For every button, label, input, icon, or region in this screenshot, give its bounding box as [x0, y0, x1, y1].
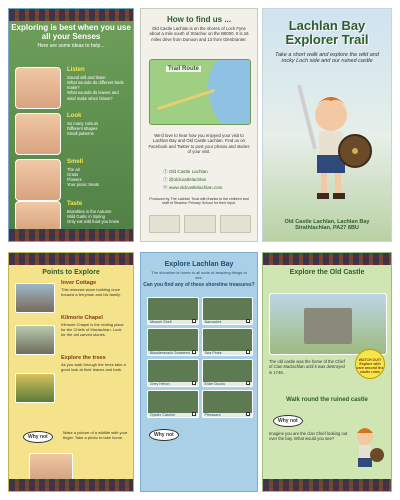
- shoreline-item[interactable]: [147, 328, 199, 356]
- tartan-band: [263, 479, 391, 491]
- cell-caption: Eider Ducks: [203, 382, 253, 386]
- nose-icon: [15, 159, 61, 201]
- cell-caption: Barnacles: [203, 320, 253, 324]
- why-not-text: Imagine you are the clan Chief looking out over the bay. What would you see?: [269, 431, 348, 442]
- cell-caption: Grey Heron: [148, 382, 198, 386]
- trail-map: [149, 59, 251, 125]
- share-text: We'd love to hear how you enjoyed your visit to Lachlan Bay and Old Castle Lachlan. Find us on Facebook and Twitter to post your photos and stories of your visit.: [148, 133, 250, 155]
- social-web[interactable]: [163, 185, 223, 191]
- facebook-icon: ⓕ: [163, 169, 169, 174]
- shoreline-item[interactable]: [202, 328, 254, 356]
- shoreline-grid: [147, 297, 253, 418]
- sense-listen: [15, 67, 127, 109]
- bay-title: Explore Lachlan Bay: [164, 261, 234, 268]
- senses-subtitle: Here are some ideas to help...: [37, 43, 105, 49]
- sense-line: The air: [67, 166, 81, 172]
- cover-tagline: Take a short walk and explore the wild and rocky Loch side and our ruined castle: [275, 51, 379, 65]
- map-label: Trail Route: [168, 66, 200, 72]
- tick-box[interactable]: [192, 319, 196, 323]
- social-facebook[interactable]: [163, 169, 208, 175]
- item-body: As you walk through the trees take a good look at their leaves and bark.: [61, 362, 126, 372]
- sense-line: Different shapes: [67, 125, 98, 131]
- castle-ruin: [304, 308, 352, 344]
- shoreline-item[interactable]: [147, 297, 199, 325]
- eye-icon: [15, 113, 61, 155]
- cell-caption: Sea Pinks: [203, 351, 253, 355]
- item-body: Kilmorie Chapel is the resting place for the Chiefs of Maclachlan. Look for the old carved stones.: [61, 322, 124, 337]
- bay-intro: The shoreline is home to all sorts of amazing things to see.: [151, 270, 247, 280]
- cell-caption: Bladderwrack Seaweed: [148, 351, 198, 355]
- mouth-icon: [15, 201, 61, 231]
- sense-line: Wild Garlic in Spring: [67, 213, 105, 219]
- shoreline-item[interactable]: [147, 359, 199, 387]
- cell-caption: Oyster Catcher: [148, 413, 198, 417]
- social-label: @oldcastlelachlan: [168, 177, 207, 182]
- sense-line: Only eat wild food you know: [67, 219, 120, 224]
- item-heading: Explore the trees: [61, 355, 106, 361]
- logo: [220, 215, 251, 233]
- directions-panel: [140, 8, 258, 242]
- explorer-boy-small: [351, 425, 385, 477]
- shoreline-item[interactable]: [202, 359, 254, 387]
- social-twitter[interactable]: [163, 177, 206, 183]
- tartan-band: [263, 253, 391, 265]
- sense-line: Grass: [67, 171, 79, 177]
- cover-address: Old Castle Lachlan, Lachlan Bay Strathlachlan, PA27 8BU: [284, 219, 370, 231]
- castle-panel: [262, 252, 392, 492]
- castle-photo: [269, 293, 387, 355]
- sense-line: What sounds do leaves and wind make when blown?: [67, 90, 119, 101]
- shoreline-item[interactable]: [147, 390, 199, 418]
- directions-title: How to find us ...: [167, 15, 231, 24]
- credits-text: Produced by The Lachlan Trust with thanks to the children and staff of Strachur Primary School for their input.: [149, 197, 249, 206]
- cover-title: Lachlan Bay Explorer Trail: [285, 18, 369, 48]
- road-line: [157, 89, 215, 110]
- sense-label: Taste: [67, 201, 83, 207]
- loch-area: [208, 59, 251, 125]
- twitter-icon: ⓣ: [163, 177, 169, 182]
- sense-line: What sounds do different birds make?: [67, 79, 124, 90]
- sense-line: Brambles in the Autumn: [67, 208, 112, 214]
- cottage-photo: [15, 283, 55, 313]
- castle-title: Explore the Old Castle: [289, 269, 365, 276]
- sense-label: Look: [67, 113, 82, 119]
- sense-line: Sound still and listen: [67, 74, 106, 80]
- shoreline-item[interactable]: [202, 297, 254, 325]
- why-not-bubble: Why not: [273, 415, 303, 427]
- cell-caption: Mussel Shell: [148, 320, 198, 324]
- castle-intro: The old castle was the home of the Chief of Clan Maclachlan until it was destroyed in 1746.: [269, 359, 345, 375]
- why-not-bubble: Why not: [23, 431, 53, 443]
- warning-seal: WATCH OUT! Explore with care around the castle ruins: [355, 349, 385, 379]
- sense-line: Small patterns: [67, 131, 94, 136]
- why-not-bubble: Why not: [149, 429, 179, 441]
- bay-panel: [140, 252, 258, 492]
- sense-label: Smell: [67, 159, 84, 165]
- tartan-band: [9, 479, 133, 491]
- explorer-boy-illustration: [285, 79, 375, 209]
- sense-line: Flowers: [67, 177, 82, 182]
- item-body: This restored stone building once housed a ferryman and his family.: [61, 287, 121, 297]
- sponsor-logos: [149, 215, 251, 233]
- bay-prompt: Can you find any of these shoreline treasures?: [143, 282, 255, 288]
- cover-panel: [262, 8, 392, 242]
- sense-label: Listen: [67, 67, 85, 73]
- shoreline-item[interactable]: [202, 390, 254, 418]
- cell-caption: Pheasant: [203, 413, 253, 417]
- leaves-photo: [15, 373, 55, 403]
- tick-box[interactable]: [192, 350, 196, 354]
- directions-intro: Old Castle Lachlan is on the shores of Loch Fyne about a mile south of Strachur on the B8000. It is 16 miles drive from Dunoon and 13 from Glenbranter.: [149, 26, 249, 42]
- ear-icon: [15, 67, 61, 109]
- sense-line: So many colours: [67, 120, 99, 126]
- tick-box[interactable]: [246, 381, 250, 385]
- web-icon: ⓦ: [163, 185, 169, 190]
- senses-panel: [8, 8, 134, 242]
- walk-heading: Walk round the ruined castle: [286, 397, 368, 403]
- senses-title: Exploring is best when you use all your Senses: [11, 23, 131, 41]
- tick-box[interactable]: [192, 381, 196, 385]
- sense-look: [15, 113, 127, 155]
- points-panel: [8, 252, 134, 492]
- tick-box[interactable]: [246, 350, 250, 354]
- tick-box[interactable]: [246, 412, 250, 416]
- tartan-band: [9, 229, 133, 241]
- tartan-band: [9, 253, 133, 265]
- social-label: www.oldcastlelachlan.com: [168, 185, 223, 190]
- points-title: Points to Explore: [42, 269, 100, 276]
- tick-box[interactable]: [246, 319, 250, 323]
- social-label: Old Castle Lachlan: [168, 169, 208, 174]
- sense-line: Your picnic treats: [67, 182, 99, 188]
- chapel-photo: [15, 325, 55, 355]
- logo: [184, 215, 215, 233]
- sense-smell: [15, 159, 127, 201]
- tick-box[interactable]: [192, 412, 196, 416]
- why-not-text: Make a picture of a wildlife with your finger. Take a photo to take home.: [63, 430, 128, 440]
- item-heading: Inver Cottage: [61, 280, 97, 286]
- logo: [149, 215, 180, 233]
- tartan-band: [9, 9, 133, 21]
- item-heading: Kilmorie Chapel: [61, 315, 103, 321]
